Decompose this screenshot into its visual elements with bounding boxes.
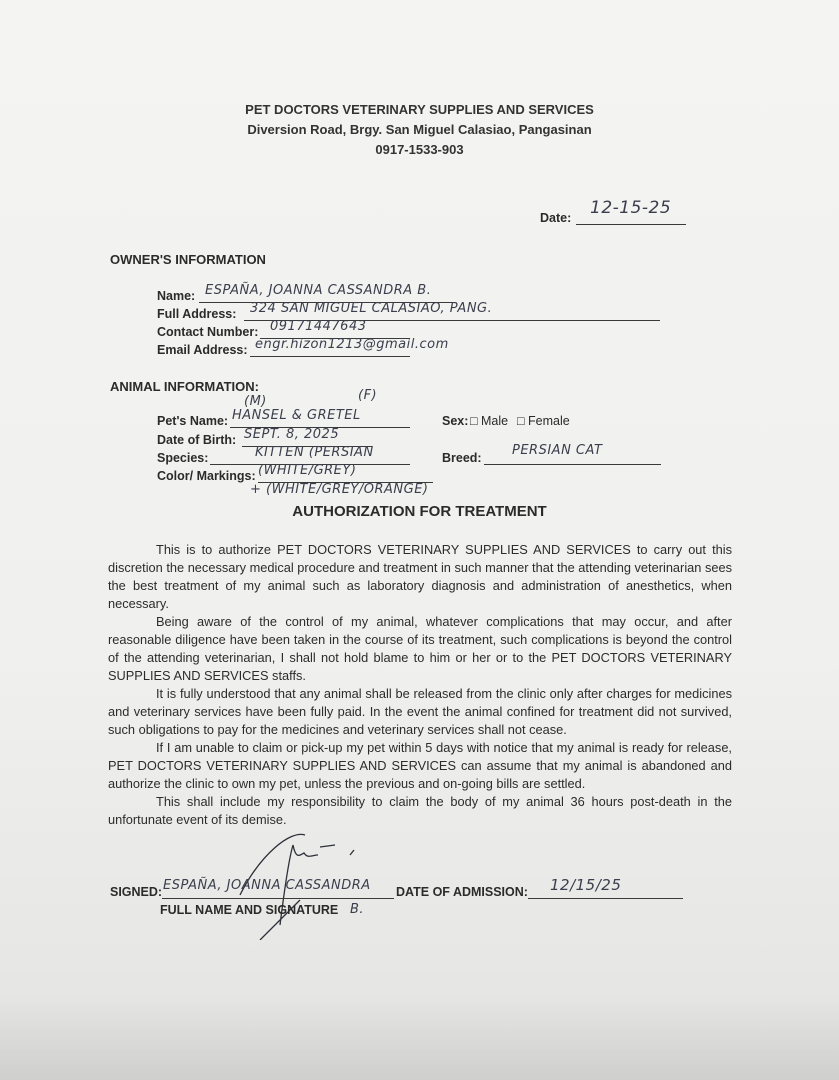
color-value-2[interactable]: + (WHITE/GREY/ORANGE) bbox=[250, 482, 429, 497]
animal-section-title: ANIMAL INFORMATION: bbox=[110, 379, 259, 394]
pet-name-value[interactable]: HANSEL & GRETEL bbox=[232, 408, 361, 423]
species-label: Species: bbox=[157, 451, 209, 465]
contact-label: Contact Number: bbox=[157, 325, 259, 339]
date-value[interactable]: 12-15-25 bbox=[590, 198, 672, 218]
company-phone: 0917-1533-903 bbox=[375, 142, 464, 157]
company-name: PET DOCTORS VETERINARY SUPPLIES AND SERVICES bbox=[245, 102, 594, 117]
address-label: Full Address: bbox=[157, 307, 237, 321]
authorization-paragraph-5: This shall include my responsibility to claim the body of my animal 36 hours post-death in the unfortunate event of its demise. bbox=[108, 794, 732, 827]
authorization-paragraph-3: It is fully understood that any animal shall be released from the clinic only after charges for medicines and veterinary services have been fully paid. In the event the animal confined for treatment did not survived, such obligations to pay for the medicines and veterinary services shall not cease. bbox=[108, 686, 732, 737]
owner-section-title: OWNER'S INFORMATION bbox=[110, 252, 266, 267]
owner-email-value[interactable]: engr.hizon1213@gmail.com bbox=[255, 337, 449, 352]
full-name-signature-label: FULL NAME AND SIGNATURE bbox=[160, 903, 339, 917]
color-value[interactable]: (WHITE/GREY) bbox=[258, 463, 357, 478]
breed-line bbox=[484, 464, 661, 465]
name-label: Name: bbox=[157, 289, 196, 303]
dob-label: Date of Birth: bbox=[157, 433, 237, 447]
signed-label: SIGNED: bbox=[110, 885, 163, 899]
authorization-body bbox=[108, 541, 732, 829]
pet-name-note-male: (M) bbox=[244, 394, 267, 409]
admission-line bbox=[528, 898, 683, 899]
owner-contact-value[interactable]: 09171447643 bbox=[270, 319, 367, 334]
breed-label: Breed: bbox=[442, 451, 482, 465]
email-line bbox=[250, 356, 410, 357]
authorization-title: AUTHORIZATION FOR TREATMENT bbox=[292, 503, 547, 520]
authorization-paragraph-4: If I am unable to claim or pick-up my pet within 5 days with notice that my animal is ready for release, PET DOCTORS VETERINARY SUPPLIES AND SERVICES can assume that my animal is abandoned and authorize the clinic to own my pet, unless the previous and on-going bills are settled. bbox=[108, 740, 732, 791]
company-address: Diversion Road, Brgy. San Miguel Calasiao, Pangasinan bbox=[247, 122, 592, 137]
sex-male-checkbox[interactable]: □ Male bbox=[470, 414, 509, 428]
admission-label: DATE OF ADMISSION: bbox=[396, 885, 528, 899]
email-label: Email Address: bbox=[157, 343, 248, 357]
owner-name-value[interactable]: ESPAÑA, JOANNA CASSANDRA B. bbox=[205, 283, 432, 298]
pet-name-note-female: (F) bbox=[358, 388, 378, 403]
date-label: Date: bbox=[540, 211, 572, 225]
signed-name-value[interactable]: ESPAÑA, JOANNA CASSANDRA bbox=[163, 878, 371, 893]
signed-name-suffix: B. bbox=[350, 902, 365, 917]
date-line bbox=[576, 224, 686, 225]
pet-name-label: Pet's Name: bbox=[157, 414, 229, 428]
authorization-paragraph-1: This is to authorize PET DOCTORS VETERINARY SUPPLIES AND SERVICES to carry out this discretion the necessary medical procedure and treatment in such manner that the attending veterinarian sees the best treatment of my animal such as laboratory diagnosis and administration of anesthetics, when necessary. bbox=[108, 542, 732, 611]
color-label: Color/ Markings: bbox=[157, 469, 256, 483]
species-value[interactable]: KITTEN (PERSIAN bbox=[255, 445, 374, 460]
authorization-paragraph-2: Being aware of the control of my animal, whatever complications that may occur, and after reasonable diligence have been taken in the course of its treatment, such complications is beyond the control of the attending veterinarian, I shall not hold blame to him or her or to the PET DOCTORS VETERINARY SUPPLIES AND SERVICES staffs. bbox=[108, 614, 732, 683]
dob-value[interactable]: SEPT. 8, 2025 bbox=[244, 427, 340, 442]
sex-label: Sex: bbox=[442, 414, 469, 428]
admission-date-value[interactable]: 12/15/25 bbox=[550, 876, 622, 894]
signed-line bbox=[162, 898, 394, 899]
sex-female-checkbox[interactable]: □ Female bbox=[517, 414, 570, 428]
owner-address-value[interactable]: 324 SAN MIGUEL CALASIAO, PANG. bbox=[250, 301, 493, 316]
breed-value[interactable]: PERSIAN CAT bbox=[512, 443, 603, 458]
